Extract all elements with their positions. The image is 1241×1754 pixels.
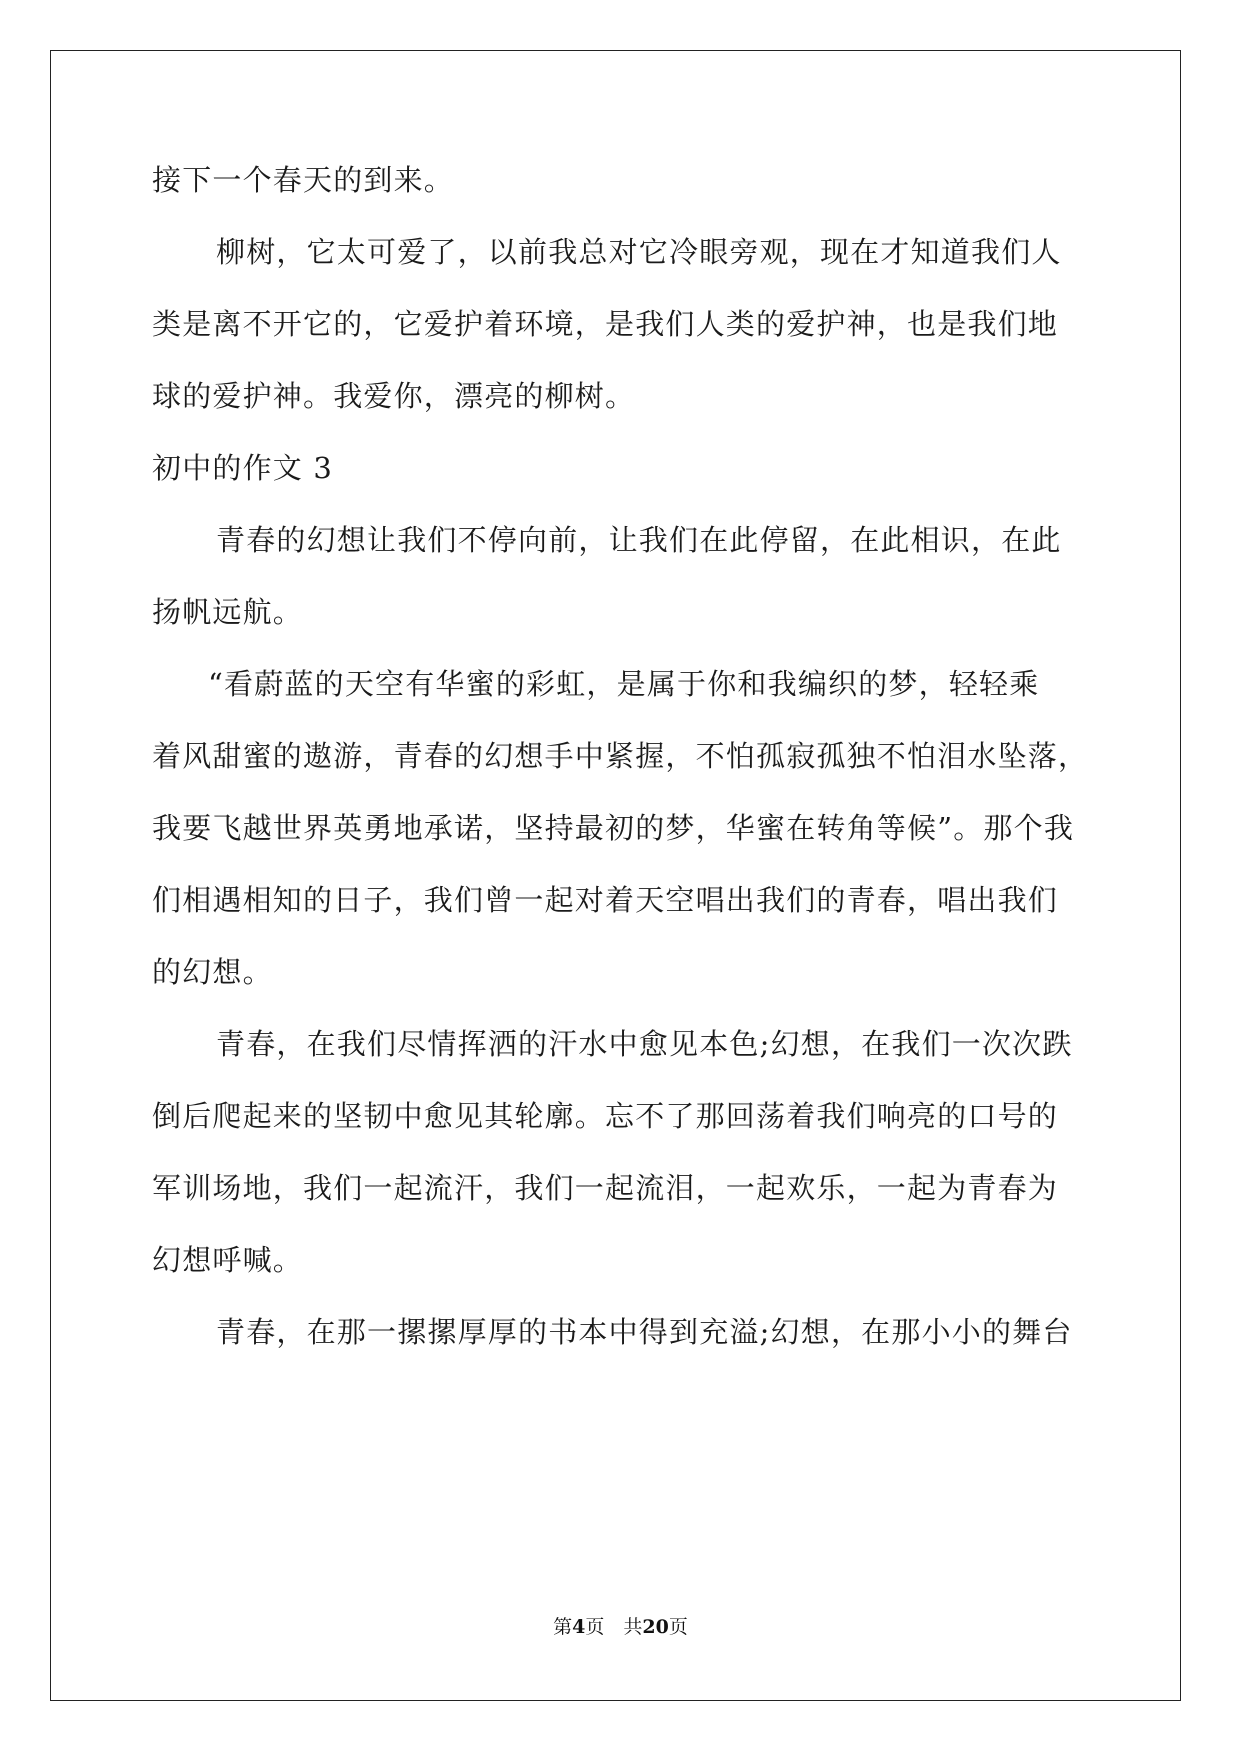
footer-mid: 页 共 [585, 1616, 643, 1638]
paragraph-start-line: 青春，在那一摞摞厚厚的书本中得到充溢;幻想，在那小小的舞台 [216, 1315, 1073, 1349]
text-line: 军训场地，我们一起流汗，我们一起流泪，一起欢乐，一起为青春为 [152, 1171, 1059, 1205]
footer-prefix: 第 [553, 1616, 573, 1638]
page-footer [0, 1612, 1241, 1639]
text-line: 幻想呼喊。 [152, 1243, 304, 1277]
footer-suffix: 页 [668, 1616, 688, 1638]
text-line: 着风甜蜜的遨游，青春的幻想手中紧握，不怕孤寂孤独不怕泪水坠落， [152, 739, 1089, 773]
page-border [50, 50, 1181, 1701]
text-line: 扬帆远航。 [152, 595, 304, 629]
text-line: 球的爱护神。我爱你，漂亮的柳树。 [152, 379, 636, 413]
paragraph-start-line: 青春，在我们尽情挥洒的汗水中愈见本色;幻想，在我们一次次跌 [216, 1027, 1073, 1061]
text-line: 们相遇相知的日子，我们曾一起对着天空唱出我们的青春，唱出我们 [152, 883, 1059, 917]
paragraph-start-line: “看蔚蓝的天空有华蜜的彩虹，是属于你和我编织的梦，轻轻乘 [208, 667, 1040, 701]
section-heading: 初中的作文 3 [152, 451, 334, 485]
text-line: 的幻想。 [152, 955, 273, 989]
text-line: 类是离不开它的，它爱护着环境，是我们人类的爱护神，也是我们地 [152, 307, 1059, 341]
paragraph-start-line: 柳树，它太可爱了，以前我总对它冷眼旁观，现在才知道我们人 [216, 235, 1062, 269]
paragraph-start-line: 青春的幻想让我们不停向前，让我们在此停留，在此相识，在此 [216, 523, 1062, 557]
total-page-number: 20 [642, 1616, 669, 1638]
text-line: 我要飞越世界英勇地承诺，坚持最初的梦，华蜜在转角等候”。那个我 [152, 811, 1075, 845]
text-line: 接下一个春天的到来。 [152, 163, 455, 197]
current-page-number: 4 [572, 1616, 586, 1638]
text-line: 倒后爬起来的坚韧中愈见其轮廓。忘不了那回荡着我们响亮的口号的 [152, 1099, 1059, 1133]
